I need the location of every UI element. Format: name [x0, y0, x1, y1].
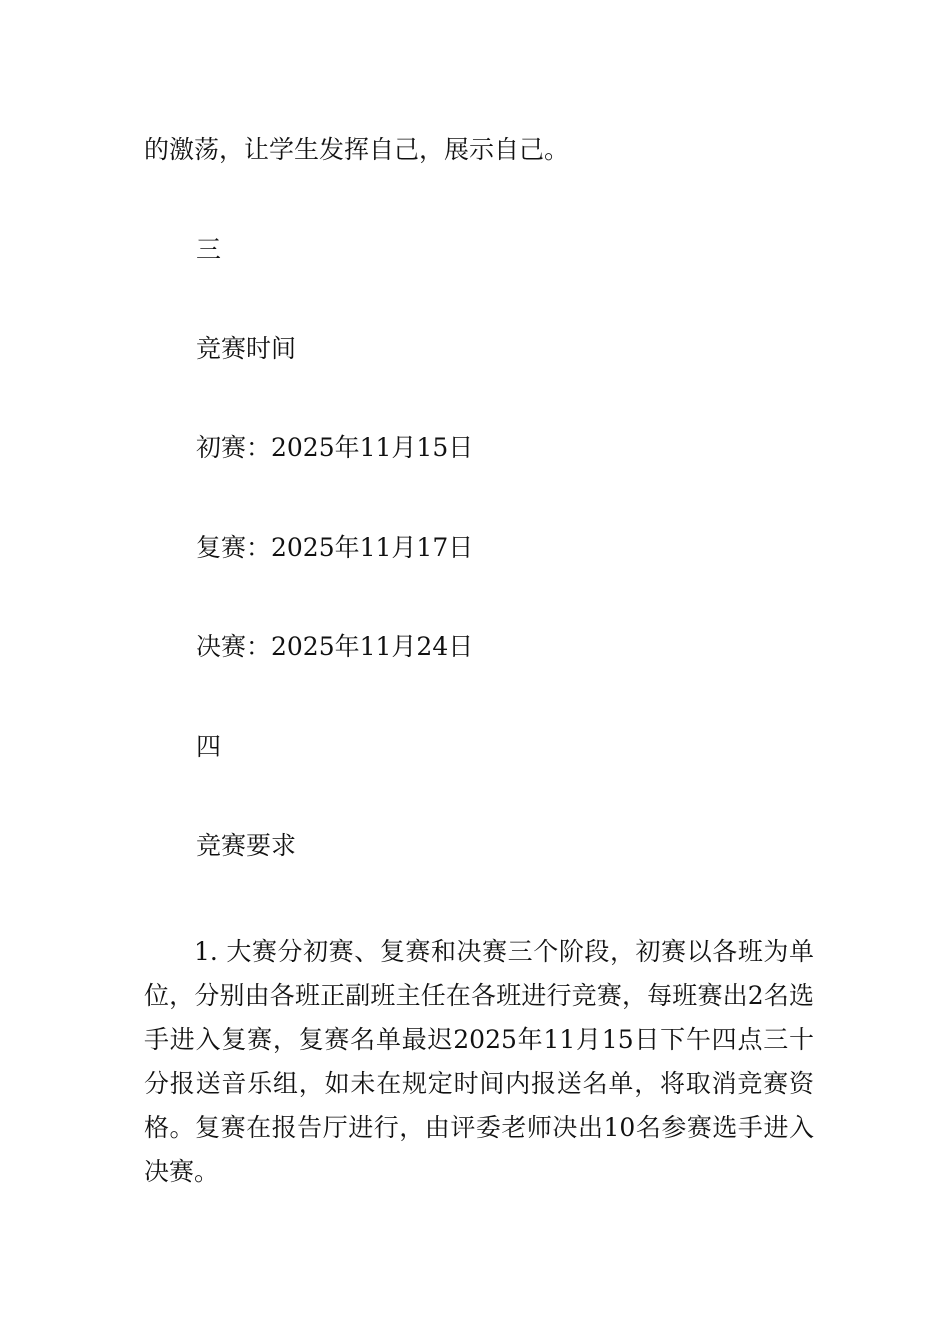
- section-heading-schedule: 竞赛时间: [196, 334, 297, 363]
- section-number-3: 三: [196, 235, 222, 264]
- section-number-4: 四: [196, 732, 222, 761]
- section-heading-requirements: 竞赛要求: [196, 831, 297, 860]
- requirements-paragraph: 1. 大赛分初赛、复赛和决赛三个阶段，初赛以各班为单位，分别由各班正副班主任在各班进行竞赛，每班赛出2名选手进入复赛，复赛名单最迟2025年11月15日下午四点三十分报送音乐组，如未在规定时间内报送名单，将取消竞赛资格。复赛在报告厅进行，由评委老师决出10名参赛选手进入决赛。: [144, 937, 814, 1186]
- continuation-text: 的激荡，让学生发挥自己，展示自己。: [144, 135, 570, 164]
- schedule-semifinal: 复赛：2025年11月17日: [196, 533, 474, 562]
- schedule-final: 决赛：2025年11月24日: [196, 632, 474, 661]
- schedule-preliminary: 初赛：2025年11月15日: [196, 433, 474, 462]
